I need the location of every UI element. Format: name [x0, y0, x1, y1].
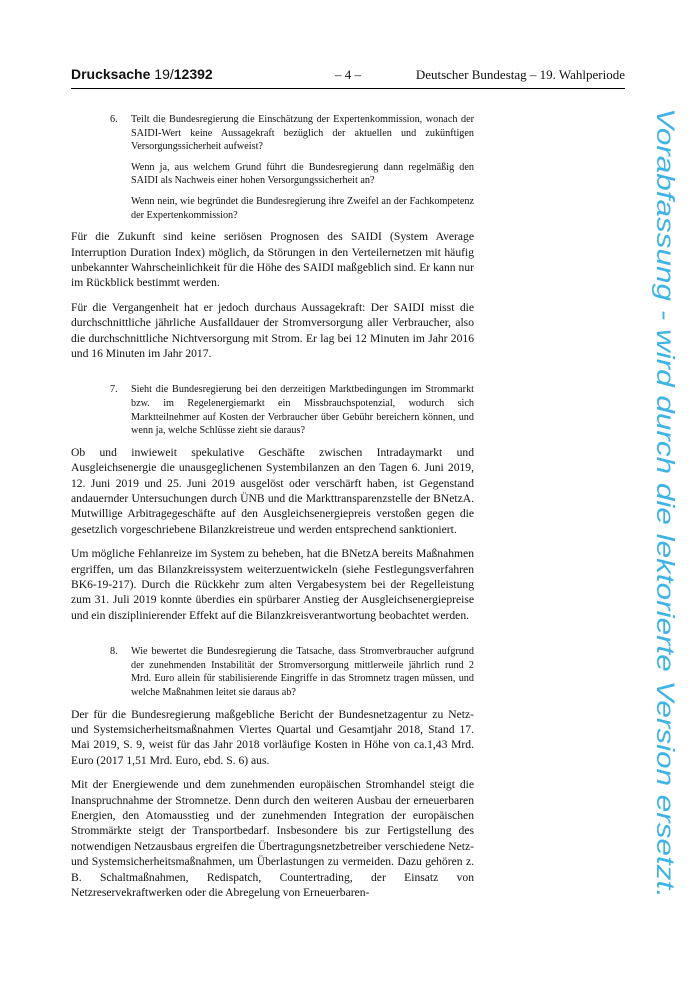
question-text: Teilt die Bundesregierung die Einschätzung der Expertenkommission, wonach der SAIDI-Wert keine Aussagekraft bezüglich der aktuellen und zukünftigen Versorgungssicherheit aufweist? — [131, 114, 474, 153]
question-number: 7. — [110, 384, 118, 396]
vorabfassung-watermark — [650, 108, 680, 903]
question-7 — [110, 383, 474, 437]
page-header — [71, 66, 625, 89]
answer-paragraph: Um mögliche Fehlanreize im System zu beheben, hat die BNetzA bereits Maßnahmen ergriffen, um das Bilanzkreissystem weiterzuentwickeln (siehe Festlegungsverfahren BK6-19-217). Durch die Rückkehr zum alten Vergabesystem bei der Regelleistung zum 31. Juli 2019 konnte überdies ein spürbarer Anstieg der Ausgleichsenergiepreise und ein disziplinierender Effekt auf die Bilanzkreisverantwortung beobachtet werden. — [71, 547, 474, 622]
answer-paragraph: Mit der Energiewende und dem zunehmenden europäischen Stromhandel steigt die Inanspruchnahme der Stromnetze. Denn durch den weiteren Ausbau der erneuerbaren Energien, den Atomausstieg und der zunehmenden Integration der europäischen Strommärkte steigt der Transportbedarf. Insbesondere bis zur Fertigstellung des notwendigen Netzausbaus ergreifen die Übertragungsnetzbetreiber verschiedene Netz- und Systemsicherheitsmaßnahmen, um Überlastungen zu vermeiden. Dazu gehören z. B. Schaltmaßnahmen, Redispatch, Countertrading, der Einsatz von Netzreservekraftwerken oder die Abregelung von Erneuerbaren- — [71, 778, 474, 900]
document-body — [71, 113, 474, 910]
answer-paragraph: Ob und inwieweit spekulative Geschäfte zwischen Intradaymarkt und Ausgleichsenergie die unausgeglichenen Systembilanzen an den Tagen 6. Juni 2019, 12. Juni 2019 und 25. Juni 2019 ausgelöst oder verschärft haben, ist Gegenstand andauernder Untersuchungen durch ÜNB und die Markttransparenzstelle der BNetzA. Mutwillige Arbitragegeschäfte auf den Ausgleichsenergiepreis verstoßen gegen die gesetzlich vorgeschriebene Bilanzkreistreue und werden entsprechend sanktioniert. — [71, 445, 474, 536]
question-text: Wie bewertet die Bundesregierung die Tatsache, dass Stromverbraucher aufgrund der zunehmenden Instabilität der Stromversorgung mittlerweile jährlich rund 2 Mrd. Euro allein für stabilisierende Eingriffe in das Stromnetz tragen müssen, und welche Maßnahmen leitet sie daraus ab? — [131, 646, 474, 699]
watermark-text: Vorabfassung - wird durch die lektorierte Version ersetzt. — [651, 108, 679, 736]
page-number: – 4 – — [335, 67, 361, 82]
drucksache-number: Drucksache 19/12392 — [71, 66, 213, 82]
answer-paragraph: Für die Vergangenheit hat er jedoch durchaus Aussagekraft: Der SAIDI misst die durchschnittliche jährliche Ausfalldauer der Stromversorgung aller Verbraucher, also die durchschnittliche Nichtversorgung mit Strom. Er lag bei 12 Minuten im Jahr 2016 und 16 Minuten im Jahr 2017. — [71, 300, 474, 360]
question-subpart: Wenn nein, wie begründet die Bundesregierung ihre Zweifel an der Fachkompetenz der Expertenkommission? — [131, 195, 474, 221]
answer-paragraph: Für die Zukunft sind keine seriösen Prognosen des SAIDI (System Average Interruption Duration Index) möglich, da Störungen in den Verteilernetzen mit häufig unbekannter Wahrscheinlichkeit für die Höhe des SAIDI maßgeblich sind. Er kann nur im Rückblick bestimmt werden. — [71, 230, 474, 290]
question-number: 8. — [110, 646, 118, 658]
answer-paragraph: Der für die Bundesregierung maßgebliche Bericht der Bundesnetzagentur zu Netz- und Systemsicherheitsmaßnahmen Viertes Quartal und Gesamtjahr 2018, Stand 17. Mai 2019, S. 9, weist für das Jahr 2018 vorläufige Kosten in Höhe von ca.1,43 Mrd. Euro (2017 1,51 Mrd. Euro, ebd. S. 6) aus. — [71, 707, 474, 767]
question-number: 6. — [110, 114, 118, 125]
question-8 — [110, 645, 474, 699]
question-text: Sieht die Bundesregierung bei den derzeitigen Marktbedingungen im Strommarkt bzw. im Regelenergiemarkt ein Missbrauchspotenzial, wodurch sich Marktteilnehmer auf Kosten der Verbraucher über Gebühr bereichern können, und wenn ja, welche Schlüsse zieht sie daraus? — [131, 384, 474, 437]
watermark-svg — [650, 108, 680, 903]
question-6 — [110, 113, 474, 222]
header-bundestag: Deutscher Bundestag – 19. Wahlperiode — [415, 67, 625, 82]
question-subpart: Wenn ja, aus welchem Grund führt die Bundesregierung dann regelmäßig den SAIDI als Nachweis einer hohen Versorgungssicherheit an? — [131, 161, 474, 187]
